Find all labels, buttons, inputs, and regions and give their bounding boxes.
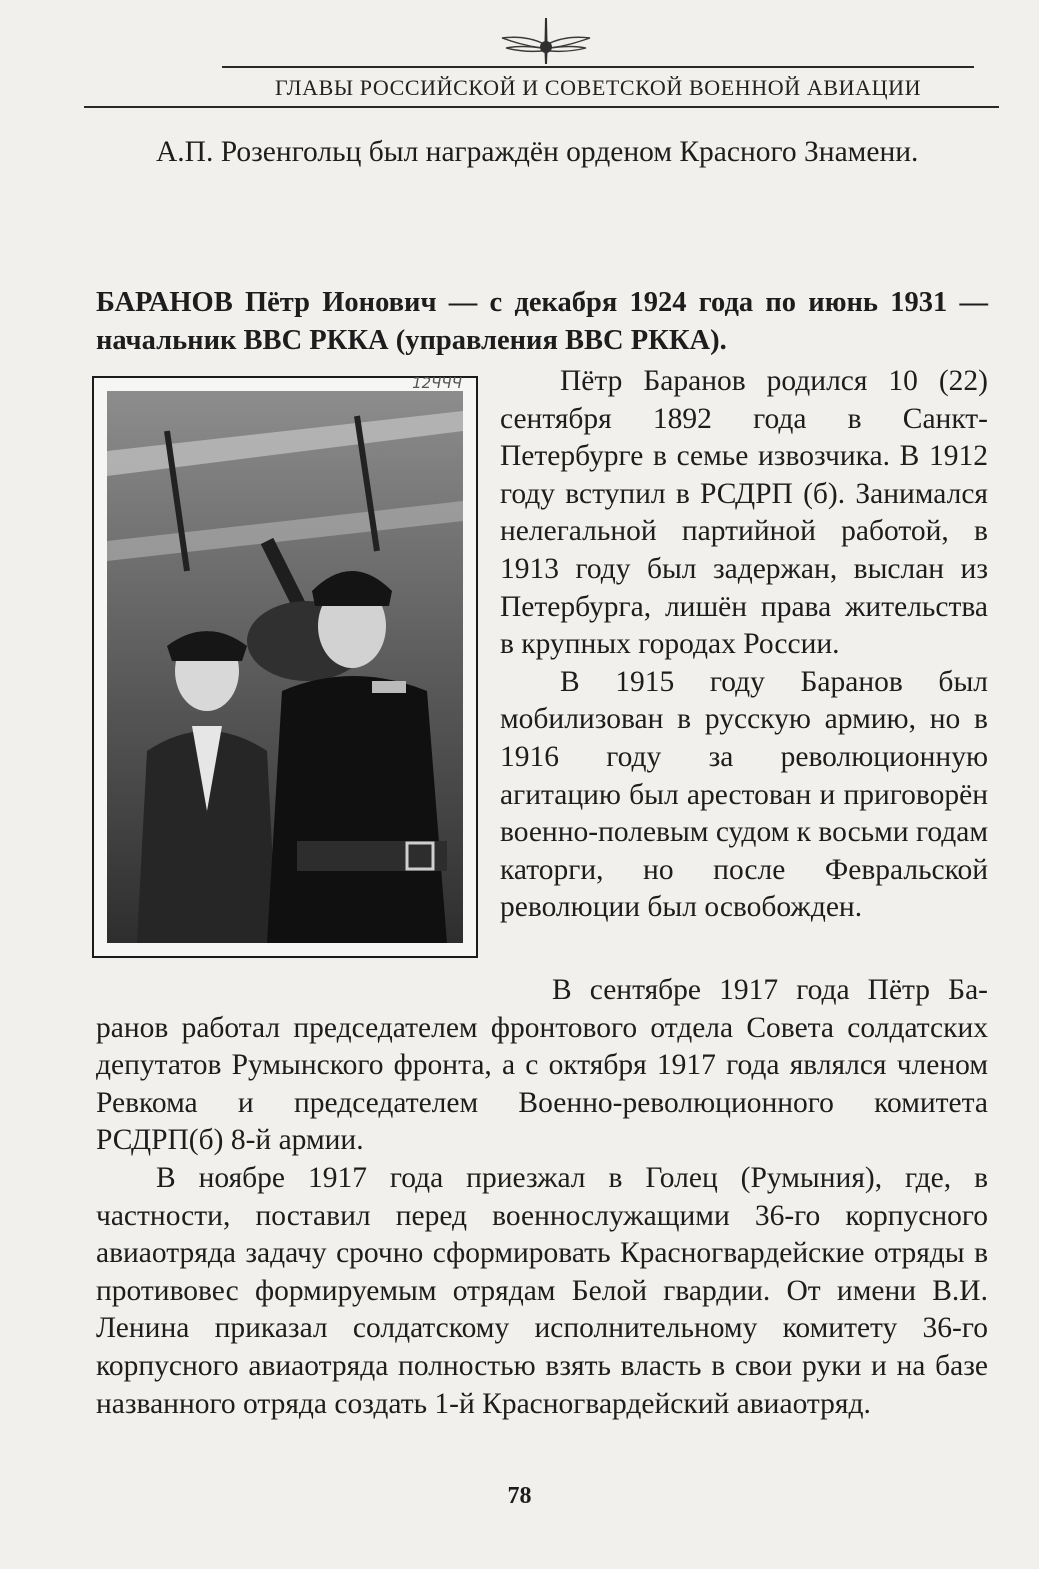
photo-baranov <box>92 376 478 958</box>
intro-paragraph <box>96 134 988 172</box>
intro-text: А.П. Розенгольц был награждён орденом Красного Знамени. <box>156 136 919 168</box>
winged-propeller-emblem-icon <box>498 14 594 66</box>
paragraph-september-rest: ранов работал председателем фронтового отдела Совета солдатских депутатов Румынского фронта, а с октября 1917 года являлся членом Ревкома и председателем Военно-революционного комитета РСДРП(б) 8-й армии. <box>96 1011 988 1157</box>
page-number: 78 <box>507 1483 532 1509</box>
entry-heading <box>96 284 988 360</box>
running-head: ГЛАВЫ РОССИЙСКОЙ И СОВЕТСКОЙ ВОЕННОЙ АВИАЦИИ <box>274 75 922 100</box>
header-rule-top <box>222 66 974 68</box>
paragraph-november: В ноябре 1917 года приезжал в Голец (Румыния), где, в частности, поставил перед военнослужащими 36-го корпусного авиаотряда задачу срочно сформировать Красногвардейские отряды в противовес формируемым отрядам Белой гвардии. От имени В.И. Ленина приказал солдатскому исполнительному комитету 36-го корпусного авиаотряда полностью взять власть в свои руки и на базе названного отряда создать 1-й Красногвардейский авиаотряд. <box>96 1161 988 1420</box>
photo-image <box>107 391 463 943</box>
header-rule-bottom <box>84 106 999 108</box>
paragraph-september-first-line: В сентябре 1917 года Пётр Ба- <box>552 974 988 1006</box>
column-text <box>500 363 988 927</box>
body-text <box>96 972 988 1423</box>
entry-heading-text: БАРАНОВ Пётр Ионович — с декабря 1924 года по июнь 1931 — начальник ВВС РККА (управления ВВС РККА). <box>96 287 988 356</box>
column-paragraph-2: В 1915 году Баранов был мобилизован в русскую армию, но в 1916 году за революционную агитацию был арестован и приговорён военно-полевым судом к восьми годам каторги, но после Февральской революции был освобожден. <box>500 665 989 924</box>
column-paragraph-1: Пётр Баранов родился 10 (22) сентября 1892 года в Санкт-Петербурге в семье извозчика. В 1912 году вступил в РСДРП (б). Занимался нелегальной партийной работой, в 1913 году был задержан, выслан из Петербурга, лишён права жительства в крупных городах России. <box>500 365 988 661</box>
photo-annotation: 12ЧЧЧ <box>412 374 462 392</box>
paragraph-september <box>96 972 988 1160</box>
